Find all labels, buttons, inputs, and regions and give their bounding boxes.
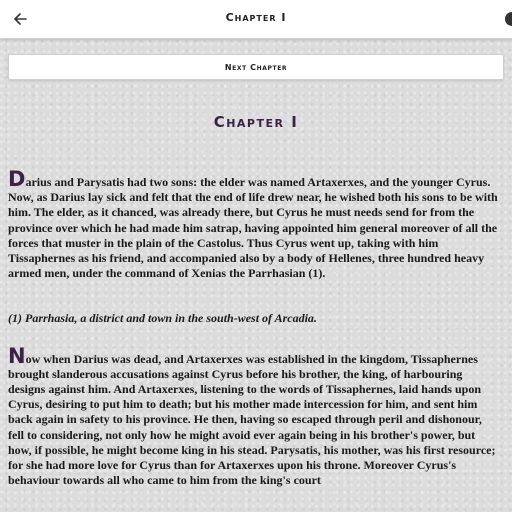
paragraph [8,167,500,281]
top-app-bar [0,0,512,39]
toolbar-title: Chapter I [225,11,287,24]
paragraph [8,343,500,489]
paragraph-text: ow when Darius was dead, and Artaxerxes was established in the kingdom, Tissaphernes brought slanderous accusations against Cyrus before his brother, the king, of harbouring designs against him. And Artaxerxes, listening to the words of Tissaphernes, laid hands upon Cyrus, desiring to put him to death; but his mother made intercession for him, and sent him back again in safety to his province. He then, having so escaped through peril and dishonour, fell to considering, not only how he might avoid ever again being in his brother's power, but how, if possible, he might become king in his stead. Parysatis, his mother, was his first resource; for she had more love for Cyrus than for Artaxerxes upon his throne. Moreover Cyrus's behaviour towards all who came to him from the king's court [8,351,496,488]
chapter-heading: Chapter I [213,113,299,131]
chapter-body [8,167,500,488]
paragraph-text: arius and Parysatis had two sons: the elder was named Artaxerxes, and the younger Cyrus. Now, as Darius lay sick and felt that the end of life drew near, he wished both his sons to be with him. The elder, as it chanced, was already there, but Cyrus he must needs send for from the province over which he had made him satrap, having appointed him general moreover of all the forces that muster in the plain of the Castolus. Thus Cyrus went up, taking with him Tissaphernes as his friend, and accompanied also by a body of Hellenes, three hundred heavy armed men, under the command of Xenias the Parrhasian (1). [8,175,498,281]
more-dot-icon[interactable] [505,12,512,26]
footnote: (1) Parrhasia, a district and town in the south-west of Arcadia. [8,311,317,326]
drop-cap: D [8,167,26,191]
next-chapter-button[interactable]: Next Chapter [8,54,504,80]
drop-cap: N [8,343,26,368]
